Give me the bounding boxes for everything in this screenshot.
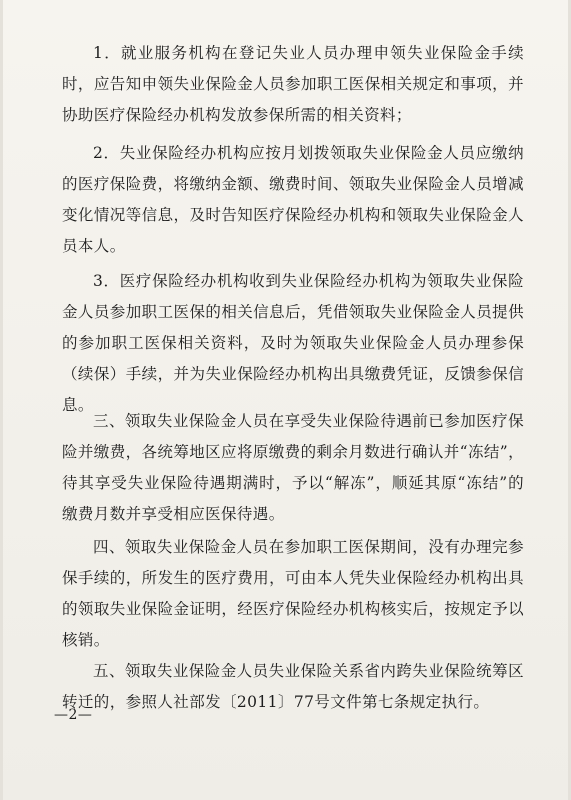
paragraph-section-3: 三、领取失业保险金人员在享受失业保险待遇前已参加医疗保险并缴费，各统筹地区应将原缴费的剩余月数进行确认并“冻结”，待其享受失业保险待遇期满时，予以“解冻”，顺延其原“冻结”的缴费月数并享受相应医保待遇。 [62,412,524,523]
page-number: —2— [54,707,93,723]
paragraph-item-2: 2．失业保险经办机构应按月划拨领取失业保险金人员应缴纳的医疗保险费，将缴纳金额、缴费时间、领取失业保险金人员增减变化情况等信息，及时告知医疗保险经办机构和领取失业保险金人员本人。 [62,144,524,255]
paragraph-item-1: 1．就业服务机构在登记失业人员办理申领失业保险金手续时，应告知申领失业保险金人员参加职工医保相关规定和事项，并协助医疗保险经办机构发放参保所需的相关资料； [62,44,524,124]
paragraph-item-3: 3．医疗保险经办机构收到失业保险经办机构为领取失业保险金人员参加职工医保的相关信息后，凭借领取失业保险金人员提供的参加职工医保相关资料，及时为领取失业保险金人员办理参保（续保）手续，并为失业保险经办机构出具缴费凭证，反馈参保信息。 [62,272,524,414]
paragraph-section-4: 四、领取失业保险金人员在参加职工医保期间，没有办理完参保手续的，所发生的医疗费用，可由本人凭失业保险经办机构出具的领取失业保险金证明，经医疗保险经办机构核实后，按规定予以核销。 [62,538,524,649]
scan-edge-left [0,0,3,800]
paragraph-section-5: 五、领取失业保险金人员失业保险关系省内跨失业保险统筹区转迁的，参照人社部发〔2011〕77号文件第七条规定执行。 [62,662,524,711]
